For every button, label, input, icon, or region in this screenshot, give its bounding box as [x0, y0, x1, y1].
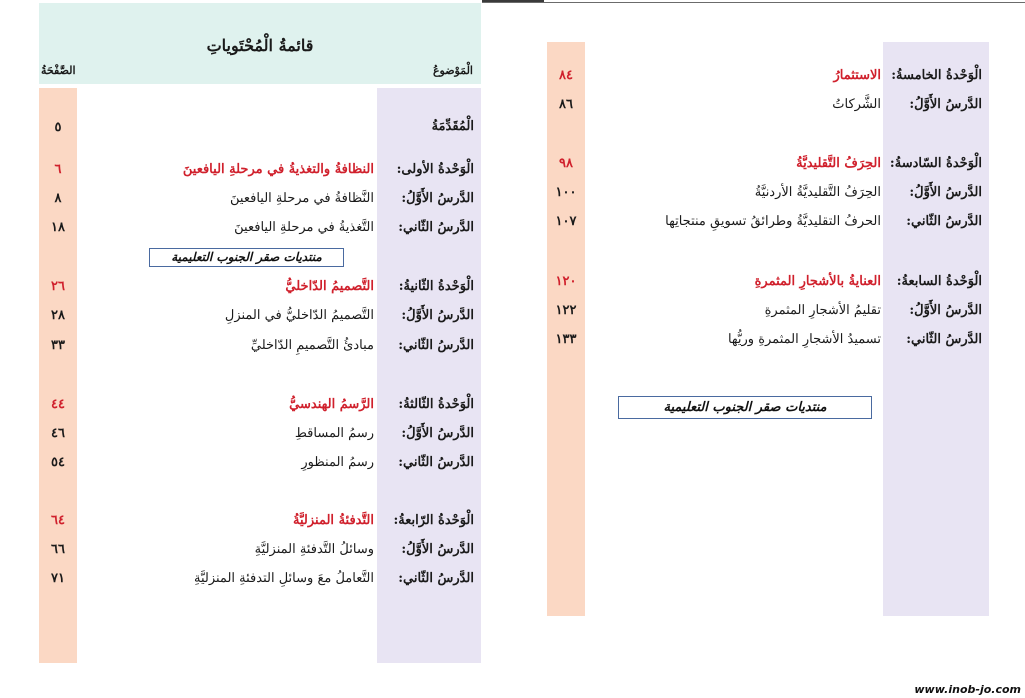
lesson-label: الدَّرسُ الثّاني: [398, 338, 474, 353]
unit-title[interactable]: الرَّسمُ الهندسيُّ [289, 397, 374, 412]
lesson-page: ٨٦ [559, 97, 573, 112]
unit-label: الْوَحْدةُ الرّابعةُ: [393, 513, 474, 528]
contents-header [39, 3, 481, 84]
forum-stamp: منتديات صقر الجنوب التعليمية [618, 396, 872, 419]
lesson-label: الدَّرسُ الثّاني: [906, 214, 982, 229]
right-page-number-band [547, 42, 585, 616]
lesson-label: الدَّرسُ الأَوَّلُ: [909, 303, 982, 318]
lesson-page: ١٣٣ [555, 332, 577, 347]
lesson-title[interactable]: الحرفُ التقليديَّةُ وطرائقُ تسويقِ منتجاتِها [665, 214, 881, 229]
lesson-title[interactable]: الحِرَفُ التَّقليديَّةُ الأردنيَّةُ [754, 185, 881, 200]
lesson-title[interactable]: التَّصميمُ الدّاخليُّ في المنزلِ [224, 308, 374, 323]
lesson-title[interactable]: النَّظافةُ في مرحلةِ اليافعينَ [230, 191, 374, 206]
lesson-label: الدَّرسُ الأَوَّلُ: [909, 185, 982, 200]
lesson-label: الدَّرسُ الثّاني: [906, 332, 982, 347]
lesson-label: الدَّرسُ الثّاني: [398, 571, 474, 586]
lesson-label: الدَّرسُ الأَوَّلُ: [401, 426, 474, 441]
unit-label: الْوَحْدةُ الخامسةُ: [891, 68, 982, 83]
lesson-page: ١٠٠ [555, 185, 577, 200]
lesson-page: ٢٨ [51, 308, 65, 323]
top-rule [482, 2, 1025, 3]
intro-page: ٥ [54, 120, 62, 135]
lesson-label: الدَّرسُ الثّاني: [398, 220, 474, 235]
lesson-title[interactable]: تسميدُ الأشجارِ المثمرةِ وريُّها [727, 332, 881, 347]
unit-title[interactable]: التَّصميمُ الدّاخليُّ [285, 279, 374, 294]
unit-title[interactable]: العنايةُ بالأشجارِ المثمرةِ [754, 274, 881, 289]
lesson-page: ٦٦ [51, 542, 65, 557]
unit-page: ٦٤ [51, 513, 65, 528]
lesson-page: ٣٣ [51, 338, 65, 353]
lesson-title[interactable]: رسمُ المساقطِ [294, 426, 374, 441]
column-topic-header: الْمَوْضوعُ [432, 64, 473, 77]
unit-title[interactable]: التَّدفئةُ المنزليَّةُ [293, 513, 374, 528]
lesson-title[interactable]: رسمُ المنظورِ [301, 455, 374, 470]
unit-title[interactable]: الاستثمارُ [833, 68, 881, 83]
unit-title[interactable]: النظافةُ والتغذيةُ في مرحلةِ اليافعينَ [182, 162, 374, 177]
footer-url[interactable]: www.inob-jo.com [914, 683, 1021, 696]
contents-title: قائمةُ الْمُحْتَوياتِ [206, 36, 314, 55]
unit-label: الْوَحْدةُ الثّالثةُ: [398, 397, 474, 412]
unit-page: ٤٤ [51, 397, 65, 412]
lesson-label: الدَّرسُ الثّاني: [398, 455, 474, 470]
lesson-page: ٥٤ [51, 455, 65, 470]
lesson-label: الدَّرسُ الأَوَّلُ: [401, 308, 474, 323]
forum-stamp: منتديات صقر الجنوب التعليمية [149, 248, 344, 267]
lesson-title[interactable]: الشَّركاتُ [832, 97, 881, 112]
right-page-label-band [883, 42, 989, 616]
lesson-page: ٧١ [51, 571, 65, 586]
unit-page: ٨٤ [559, 68, 573, 83]
lesson-label: الدَّرسُ الأَوَّلُ: [401, 191, 474, 206]
lesson-page: ١٢٢ [555, 303, 577, 318]
lesson-label: الدَّرسُ الأَوَّلُ: [909, 97, 982, 112]
intro-label: الْمُقَدِّمَةُ [431, 119, 474, 134]
unit-title[interactable]: الحِرَفُ التَّقليديَّةُ [796, 156, 881, 171]
unit-page: ٩٨ [559, 156, 573, 171]
lesson-title[interactable]: تقليمُ الأشجارِ المثمرةِ [764, 303, 881, 318]
lesson-page: ١٨ [51, 220, 65, 235]
lesson-page: ١٠٧ [555, 214, 577, 229]
lesson-page: ٤٦ [51, 426, 65, 441]
lesson-page: ٨ [54, 191, 62, 206]
lesson-title[interactable]: مبادئُ التَّصميمِ الدّاخليِّ [250, 338, 374, 353]
unit-page: ٢٦ [51, 279, 65, 294]
unit-page: ١٢٠ [555, 274, 577, 289]
unit-page: ٦ [54, 162, 62, 177]
unit-label: الْوَحْدةُ الثّانيةُ: [398, 279, 474, 294]
lesson-title[interactable]: التَّعاملُ معَ وسائلِ التدفئةِ المنزليَّةِ [193, 571, 374, 586]
lesson-title[interactable]: التَّغذيةُ في مرحلةِ اليافعينَ [234, 220, 374, 235]
lesson-label: الدَّرسُ الأَوَّلُ: [401, 542, 474, 557]
unit-label: الْوَحْدةُ السّادسةُ: [889, 156, 982, 171]
unit-label: الْوَحْدةُ السابعةُ: [896, 274, 982, 289]
lesson-title[interactable]: وسائلُ التَّدفئةِ المنزليَّةِ [254, 542, 374, 557]
unit-label: الْوَحْدةُ الأولى: [396, 162, 474, 177]
column-page-header: الصَّفْحَةُ [41, 64, 76, 77]
